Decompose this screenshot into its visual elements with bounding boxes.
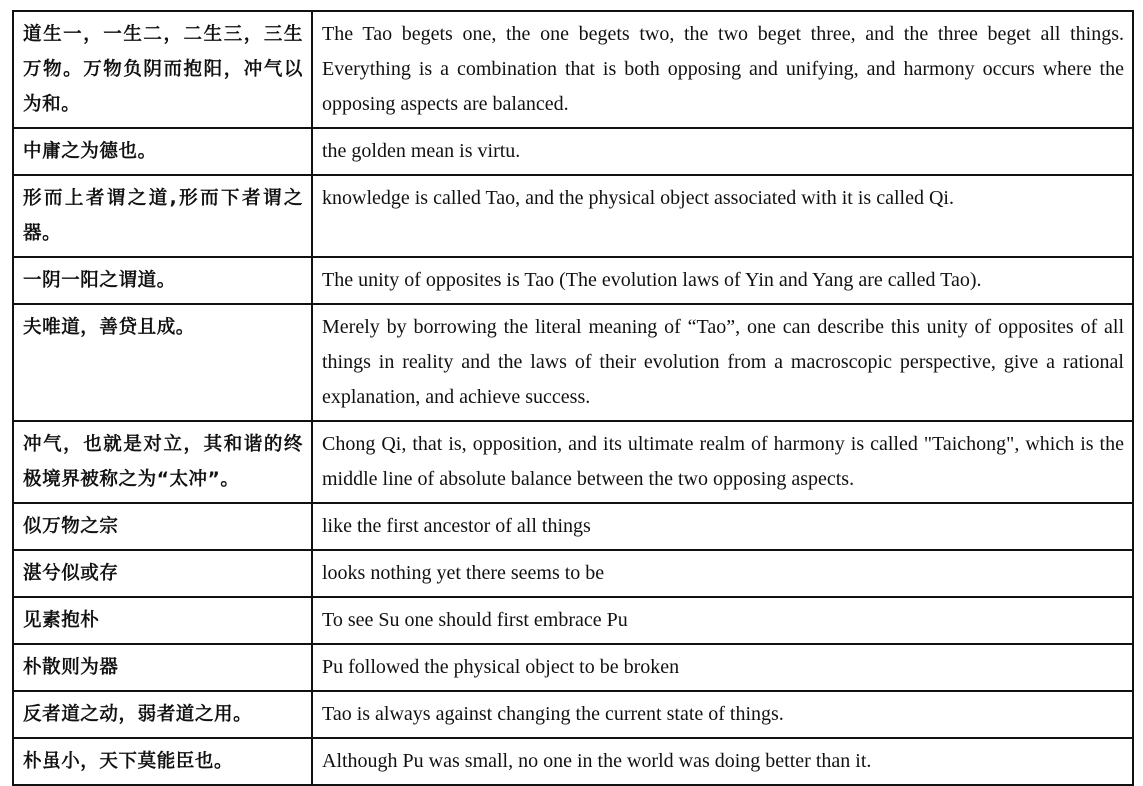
chinese-source-cell: 一阴一阳之谓道。 bbox=[13, 257, 312, 304]
english-translation-cell: To see Su one should first embrace Pu bbox=[312, 597, 1133, 644]
table-row bbox=[13, 11, 1133, 128]
chinese-source-cell: 似万物之宗 bbox=[13, 503, 312, 550]
table-row bbox=[13, 257, 1133, 304]
chinese-source-cell: 冲气，也就是对立，其和谐的终极境界被称之为“太冲”。 bbox=[13, 421, 312, 503]
english-translation-cell: The unity of opposites is Tao (The evolution laws of Yin and Yang are called Tao). bbox=[312, 257, 1133, 304]
chinese-source-cell: 朴散则为器 bbox=[13, 644, 312, 691]
english-translation-cell: Tao is always against changing the current state of things. bbox=[312, 691, 1133, 738]
chinese-source-cell: 道生一，一生二，二生三，三生万物。万物负阴而抱阳，冲气以为和。 bbox=[13, 11, 312, 128]
english-translation-cell: looks nothing yet there seems to be bbox=[312, 550, 1133, 597]
chinese-source-cell: 反者道之动，弱者道之用。 bbox=[13, 691, 312, 738]
table-row bbox=[13, 421, 1133, 503]
chinese-source-cell: 形而上者谓之道,形而下者谓之器。 bbox=[13, 175, 312, 257]
chinese-source-cell: 湛兮似或存 bbox=[13, 550, 312, 597]
chinese-source-cell: 中庸之为德也。 bbox=[13, 128, 312, 175]
translation-table-container bbox=[12, 10, 1134, 786]
table-row bbox=[13, 644, 1133, 691]
table-row bbox=[13, 550, 1133, 597]
table-row bbox=[13, 738, 1133, 785]
translation-table bbox=[12, 10, 1134, 786]
table-row bbox=[13, 175, 1133, 257]
english-translation-cell: the golden mean is virtu. bbox=[312, 128, 1133, 175]
table-row bbox=[13, 503, 1133, 550]
table-row bbox=[13, 597, 1133, 644]
table-row bbox=[13, 691, 1133, 738]
english-translation-cell: Merely by borrowing the literal meaning of “Tao”, one can describe this unity of opposites of all things in reality and the laws of their evolution from a macroscopic perspective, give a rational explanation, and achieve success. bbox=[312, 304, 1133, 421]
chinese-source-cell: 朴虽小，天下莫能臣也。 bbox=[13, 738, 312, 785]
table-row bbox=[13, 128, 1133, 175]
table-row bbox=[13, 304, 1133, 421]
english-translation-cell: like the first ancestor of all things bbox=[312, 503, 1133, 550]
chinese-source-cell: 见素抱朴 bbox=[13, 597, 312, 644]
english-translation-cell: Pu followed the physical object to be broken bbox=[312, 644, 1133, 691]
english-translation-cell: knowledge is called Tao, and the physical object associated with it is called Qi. bbox=[312, 175, 1133, 257]
english-translation-cell: Chong Qi, that is, opposition, and its ultimate realm of harmony is called "Taichong", which is the middle line of absolute balance between the two opposing aspects. bbox=[312, 421, 1133, 503]
chinese-source-cell: 夫唯道，善贷且成。 bbox=[13, 304, 312, 421]
english-translation-cell: Although Pu was small, no one in the world was doing better than it. bbox=[312, 738, 1133, 785]
english-translation-cell: The Tao begets one, the one begets two, the two beget three, and the three beget all things. Everything is a combination that is both opposing and unifying, and harmony occurs where the opposing aspects are balanced. bbox=[312, 11, 1133, 128]
